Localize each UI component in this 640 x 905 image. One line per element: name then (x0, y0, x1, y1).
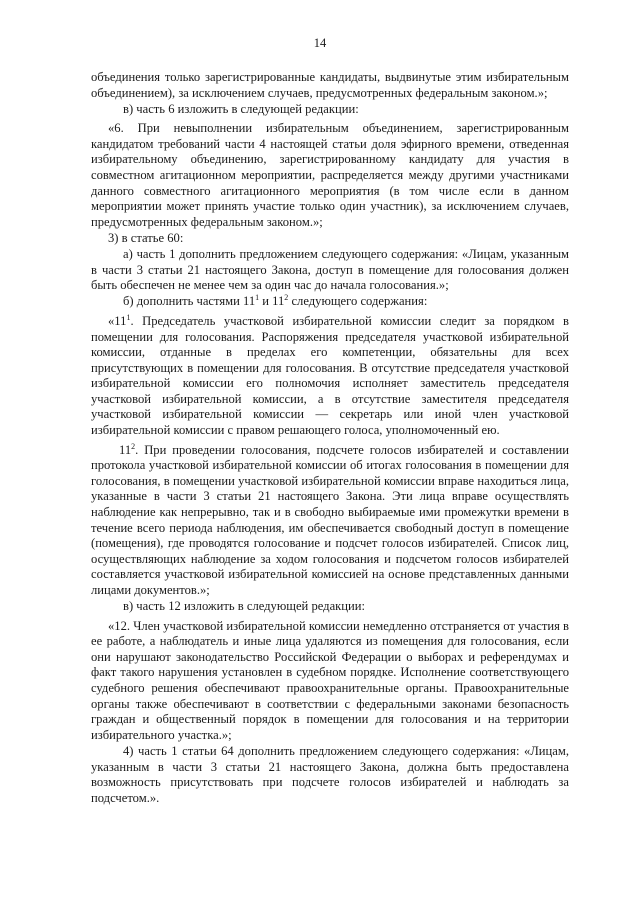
paragraph-part-6-text: «6. При невыполнении избирательным объединением, зарегистрированным кандидатом требований части 4 настоящей статьи доля эфирного времени, отведенная избирательному объединению, зарегистрированному кандидату для участия в совместном агитационном мероприятии, распределяется между другими участниками данного совместного агитационного мероприятия (в том числе если в данном мероприятии может принять участие только один участник), за исключением случаев, предусмотренных федеральным законом.»; (91, 121, 569, 229)
paragraph-item-3-article-60: 3) в статье 60: (108, 230, 184, 245)
paragraph-item-4-article-64: 4) часть 1 статьи 64 дополнить предложением следующего содержания: «Лицам, указанным в части 3 статьи 21 настоящего Закона, должна быть предоставлена возможность присутствовать при подсчете голосов избирателей и наблюдать за подсчетом.». (91, 743, 569, 805)
paragraph-item-a-part-1: а) часть 1 дополнить предложением следующего содержания: «Лицам, указанным в части 3 статьи 21 настоящего Закона, доступ в помещение для голосования должен быть обеспечен не менее чем за один час до начала голосования.»; (91, 247, 569, 293)
paragraph-item-b-add-parts: б) дополнить частями $11^1$ и $11^2$ следующего содержания: (123, 293, 428, 309)
paragraph-part-12-text: «12. Член участковой избирательной комиссии немедленно отстраняется от участия в ее работе, а наблюдатель и иные лица удаляются из помещения для голосования, если они нарушают законодательство Российской Федерации о выборах и референдумах и факт такого нарушения установлен в судебном порядке. Исполнение соответствующего судебного решения обеспечивают правоохранительные органы. Правоохранительные органы также обеспечивают в соответствии с федеральными законами безопасность граждан и общественный порядок в помещении для голосования и на территории избирательного участка.»; (91, 618, 569, 742)
paragraph-item-v-part-12: в) часть 12 изложить в следующей редакции: (123, 599, 365, 614)
document-body (91, 70, 569, 807)
paragraph-item-v-part-6: в) часть 6 изложить в следующей редакции: (123, 101, 359, 116)
page-number: 14 (313, 36, 327, 50)
paragraph-part-11-2: $11^2$. При проведении голосования, подсчете голосов избирателей и составлении протокола участковой избирательной комиссии об итогах голосования в помещении для голосования, в помещении участковой избирательной комиссии вправе находиться лица, указанные в части 3 статьи 21 настоящего Закона. Эти лица вправе осуществлять наблюдение как непрерывно, так и в свободно выбираемые ими промежутки времени в течение всего периода наблюдения, им обеспечивается свободный доступ в помещение (помещения), где проводятся голосование и подсчет голосов избирателей. Список лиц, осуществляющих наблюдение за ходом голосования и подсчетом голосов избирателей составляется участковой избирательной комиссией на основе представленных данными лицами документов.»; (91, 441, 569, 597)
paragraph-part-11-1: «$11^1$. Председатель участковой избирательной комиссии следит за порядком в помещении для голосования. Распоряжения председателя участковой избирательной комиссии, отданные в пределах его компетенции, обязательны для всех присутствующих в помещении для голосования. В отсутствие председателя участковой избирательной комиссии его полномочия исполняет заместитель председателя участковой избирательной комиссии, а в отсутствие заместителя председателя участковой избирательной комиссии — секретарь или иной член участковой избирательной комиссии с правом решающего голоса, уполномоченный ею. (91, 312, 569, 438)
paragraph-continuation: объединения только зарегистрированные кандидаты, выдвинутые этим избирательным объединением), за исключением случаев, предусмотренных федеральным законом.»; (91, 70, 569, 100)
